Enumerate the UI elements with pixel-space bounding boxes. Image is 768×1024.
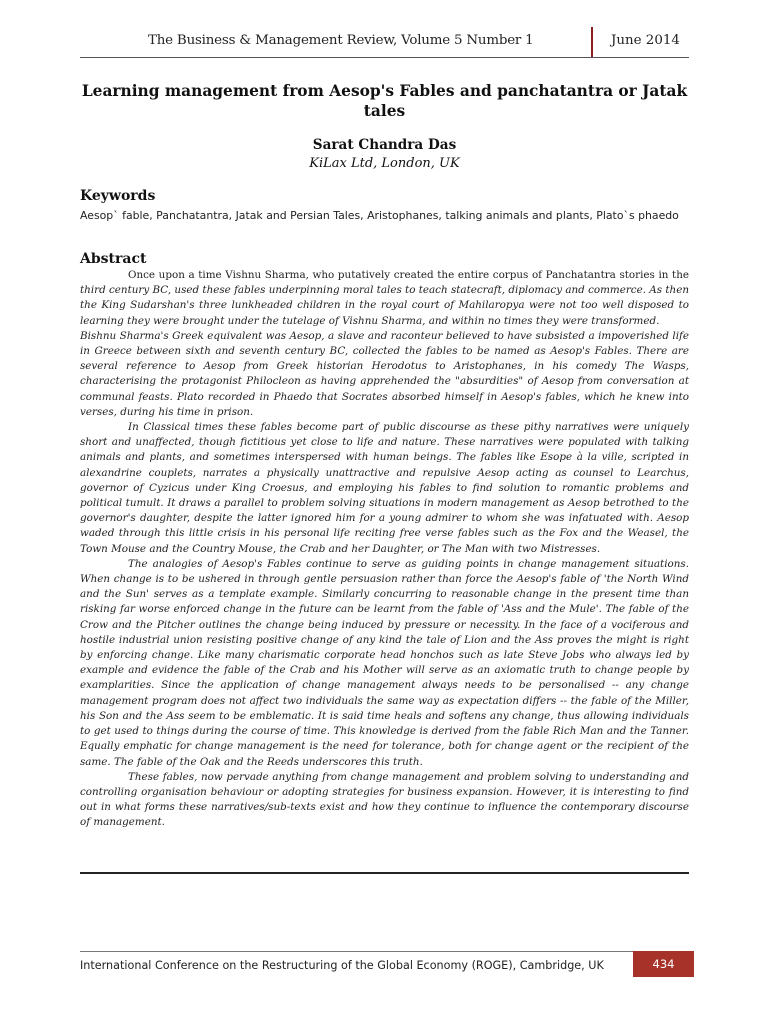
abstract-paragraph-4: The analogies of Aesop's Fables continue to serve as guiding points in change management situations. When change is to be ushered in through gentle persuasion rather than force the Aesop's fable of 'the North Wind and the Sun' serves as a template example. Similarly concurring to reasonable change in the present time than risking far worse enforced change in the future can be learnt from the fable of 'Ass and the Mule'. The fable of the Crow and the Pitcher outlines the change being induced by pressure or necessity. In the face of a vociferous and hostile industrial union resisting positive change of any kind the tale of Lion and the Ass proves the might is right by enforcing change. Like many charismatic corporate head honchos such as late Steve Jobs who always led by example and evidence the fable of the Crab and his Mother will serve as an axiomatic truth to change people by examplarities. Since the application of change management always needs to be personalised -- any change management program does not affect two individuals the same way as expectation differs -- the fable of the Miller, his Son and the Ass seem to be emblematic. It is said time heals and softens any change, thus allowing individuals to get used to things during the course of time. This knowledge is derived from the fable Rich Man and the Tanner. Equally emphatic for change management is the need for tolerance, both for change agent or the recipient of the same. The fable of the Oak and the Reeds underscores this truth. [80,557,689,768]
abstract-heading: Abstract [80,251,147,267]
page-number-badge: 434 [633,951,694,977]
header-rule [80,57,689,58]
keywords-heading: Keywords [80,188,156,204]
abstract-paragraph-5: These fables, now pervade anything from change management and problem solving to understanding and controlling organisation behaviour or adopting strategies for business expansion. However, it is interesting to find out in what forms these narratives/sub-texts exist and how they continue to influence the contemporary discourse of management. [80,770,689,829]
issue-date: June 2014 [611,33,680,48]
author-affiliation: KiLax Ltd, London, UK [309,156,460,171]
footer-rule [80,951,689,952]
conference-name: International Conference on the Restructuring of the Global Economy (ROGE), Cambridge, UK [80,959,604,972]
journal-title: The Business & Management Review, Volume 5 Number 1 [148,33,534,48]
abstract-paragraph-1 [80,268,689,329]
abstract-paragraph-3: In Classical times these fables become part of public discourse as these pithy narratives were uniquely short and unaffected, though fictitious yet close to life and nature. These narratives were populated with talking animals and plants, and sometimes interspersed with human beings. The fables like Esope à la ville, scripted in alexandrine couplets, narrates a physically unattractive and repulsive Aesop acting as counsel to Learchus, governor of Cyzicus under King Croesus, and employing his fables to find solution to romantic problems and political tumult. It draws a parallel to problem solving situations in modern management as Aesop betrothed to the governor's daughter, despite the latter ignored him for a young admirer to whom she was infatuated with. Aesop waded through this little crisis in his personal life reciting free verse fables such as the Fox and the Weasel, the Town Mouse and the Country Mouse, the Crab and her Daughter, or The Man with two Mistresses. [80,421,689,555]
article-title: Learning management from Aesop's Fables and panchatantra or Jatak tales [81,82,688,120]
author-name: Sarat Chandra Das [312,137,457,153]
keywords-text: Aesop` fable, Panchatantra, Jatak and Persian Tales, Aristophanes, talking animals and plants, Plato`s phaedo [80,209,679,222]
abstract-paragraph-2: Bishnu Sharma's Greek equivalent was Aesop, a slave and raconteur believed to have subsisted a impoverished life in Greece between sixth and seventh century BC, collected the fables to be named as Aesop's Fables. There are several reference to Aesop from Greek historian Herodotus to Aristophanes, in his comedy The Wasps, characterising the protagonist Philocleon as having apprehended the "absurdities" of Aesop from conversation at communal feasts. Plato recorded in Phaedo that Socrates absorbed himself in Aesop's fables, which he knew into verses, during his time in prison. [80,329,689,418]
abstract-body [80,268,689,831]
abstract-paragraph-1-lead: Once upon a time Vishnu Sharma, who putatively created the entire corpus of Panchatantra stories in the [128,269,689,281]
abstract-end-rule [80,872,689,874]
abstract-paragraph-1-rest: third century BC, used these fables underpinning moral tales to teach statecraft, diplomacy and commerce. As then the King Sudarshan's three lunkheaded children in the royal court of Mahilaropya were not too well disposed to learning they were brought under the tutelage of Vishnu Sharma, and within no times they were transformed. [80,284,689,327]
header-divider [591,27,593,57]
